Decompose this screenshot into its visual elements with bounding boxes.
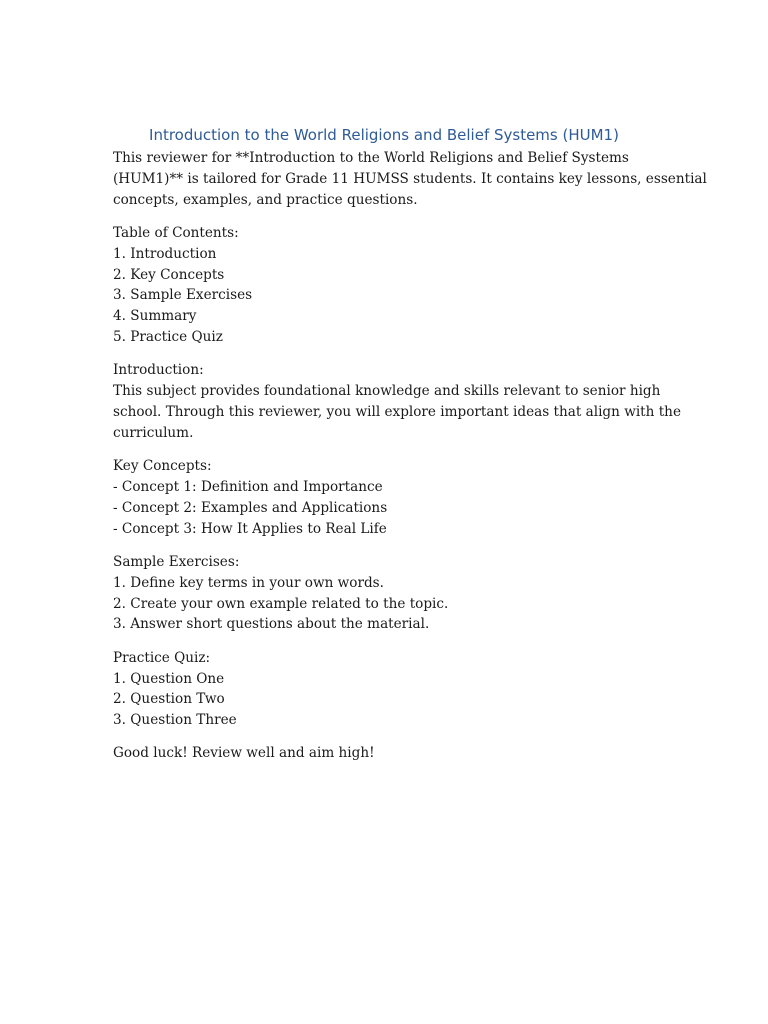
introduction-section (113, 360, 681, 443)
introduction-line: This subject provides foundational knowledge and skills relevant to senior high (113, 383, 661, 400)
key-concept-item: - Concept 3: How It Applies to Real Life (113, 520, 387, 537)
closing-paragraph (113, 743, 673, 764)
intro-line: concepts, examples, and practice questions. (113, 191, 418, 208)
toc-item: 3. Sample Exercises (113, 287, 253, 304)
practice-quiz-heading: Practice Quiz: (113, 649, 211, 666)
closing-line: Good luck! Review well and aim high! (113, 745, 375, 762)
toc-item: 5. Practice Quiz (113, 328, 223, 345)
practice-quiz-item: 1. Question One (113, 670, 225, 687)
sample-exercises-heading: Sample Exercises: (113, 553, 240, 570)
toc-item: 2. Key Concepts (113, 266, 225, 283)
key-concept-item: - Concept 2: Examples and Applications (113, 499, 388, 516)
introduction-line: school. Through this reviewer, you will explore important ideas that align with the (113, 403, 681, 420)
sample-exercises-section (113, 552, 673, 635)
toc-item: 4. Summary (113, 308, 197, 325)
table-of-contents (113, 223, 673, 348)
key-concept-item: - Concept 1: Definition and Importance (113, 478, 383, 495)
toc-heading: Table of Contents: (113, 224, 239, 241)
introduction-line: curriculum. (113, 424, 194, 441)
introduction-heading: Introduction: (113, 362, 204, 379)
intro-line: (HUM1)** is tailored for Grade 11 HUMSS students. It contains key lessons, essential (113, 170, 707, 187)
key-concepts-section (113, 456, 673, 539)
document-body (113, 148, 707, 777)
document-title: Introduction to the World Religions and Belief Systems (HUM1) (149, 126, 619, 144)
practice-quiz-section (113, 648, 673, 731)
intro-paragraph (113, 148, 707, 210)
key-concepts-heading: Key Concepts: (113, 458, 212, 475)
practice-quiz-item: 2. Question Two (113, 691, 225, 708)
sample-exercise-item: 1. Define key terms in your own words. (113, 574, 384, 591)
intro-line: This reviewer for **Introduction to the World Religions and Belief Systems (113, 150, 629, 166)
practice-quiz-item: 3. Question Three (113, 712, 237, 729)
toc-item: 1. Introduction (113, 245, 217, 262)
sample-exercise-item: 3. Answer short questions about the material. (113, 616, 430, 633)
sample-exercise-item: 2. Create your own example related to the topic. (113, 595, 449, 612)
